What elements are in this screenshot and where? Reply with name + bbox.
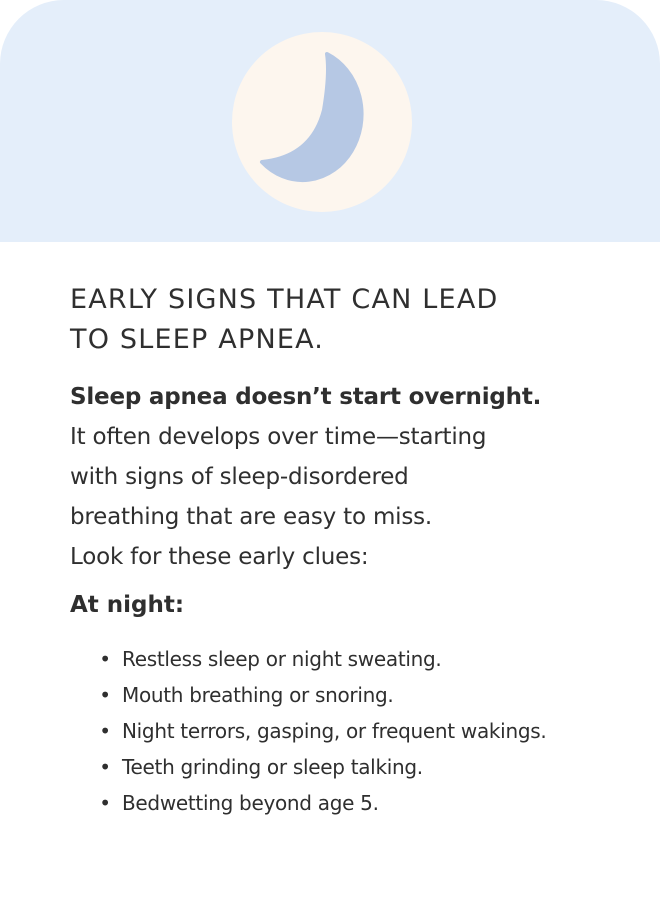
moon-illustration <box>232 32 412 212</box>
bullet-icon: • <box>99 683 111 707</box>
list-item <box>98 749 640 785</box>
list-item <box>98 785 640 821</box>
bullet-icon: • <box>99 647 111 671</box>
article-title <box>70 280 640 360</box>
bullet-icon: • <box>99 755 111 779</box>
list-item-text: Teeth grinding or sleep talking. <box>122 755 423 779</box>
article-content <box>70 280 640 821</box>
list-item <box>98 713 640 749</box>
article-title-line: TO SLEEP APNEA. <box>70 324 325 355</box>
list-item-text: Mouth breathing or snoring. <box>122 683 394 707</box>
bullet-icon: • <box>99 791 111 815</box>
list-item <box>98 677 640 713</box>
list-item <box>98 641 640 677</box>
intro-line: with signs of sleep-disordered <box>70 464 409 490</box>
list-item-text: Bedwetting beyond age 5. <box>122 791 379 815</box>
intro-paragraph <box>70 377 640 577</box>
crescent-moon-icon <box>232 32 412 212</box>
list-item-text: Night terrors, gasping, or frequent wakings. <box>122 719 547 743</box>
list-item-text: Restless sleep or night sweating. <box>122 647 442 671</box>
intro-line: breathing that are easy to miss. <box>70 504 433 530</box>
intro-line: It often develops over time—starting <box>70 424 487 450</box>
night-signs-list <box>70 641 640 821</box>
article-title-line: EARLY SIGNS THAT CAN LEAD <box>70 284 499 315</box>
intro-lead: Sleep apnea doesn’t start overnight. <box>70 384 542 410</box>
hero-banner <box>0 0 660 242</box>
intro-line: Look for these early clues: <box>70 544 369 570</box>
bullet-icon: • <box>99 719 111 743</box>
section-title-at-night: At night: <box>70 592 185 618</box>
